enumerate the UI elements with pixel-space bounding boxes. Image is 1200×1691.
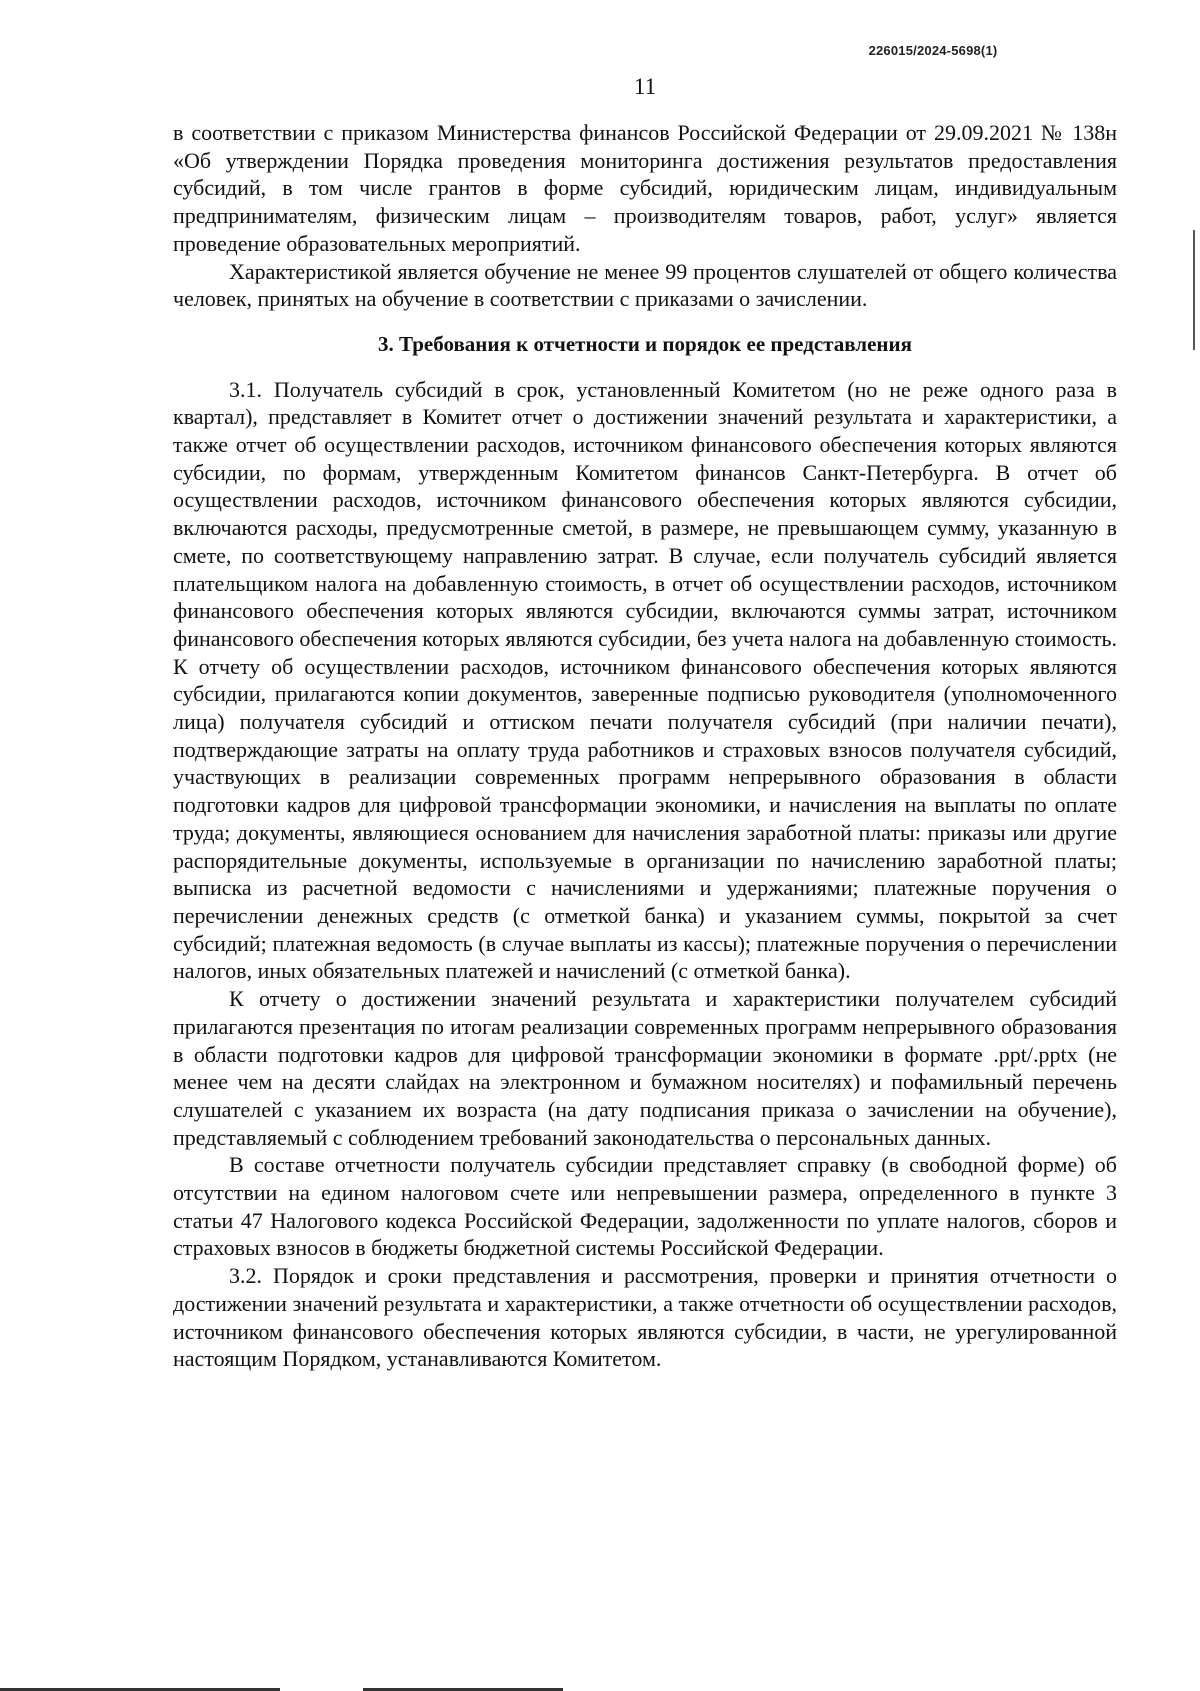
scan-edge-mark — [1193, 230, 1195, 350]
document-id: 226015/2024-5698(1) — [868, 43, 998, 58]
paragraph-tax-certificate: В составе отчетности получатель субсидии представляет справку (в свободной форме) об отсутствии на едином налоговом счете или непревышении размера, определенного в пункте 3 статьи 47 Налогового кодекса Российской Федерации, задолженности по уплате налогов, сборов и страховых взносов в бюджеты бюджетной системы Российской Федерации. — [173, 1152, 1117, 1261]
document-body — [173, 119, 1117, 1373]
paragraph-3-2: 3.2. Порядок и сроки представления и рассмотрения, проверки и принятия отчетности о достижении значений результата и характеристики, а также отчетности об осуществлении расходов, источником финансового обеспечения которых являются субсидии, в части, не урегулированной настоящим Порядком, устанавливаются Комитетом. — [173, 1263, 1117, 1372]
section-heading: 3. Требования к отчетности и порядок ее представления — [378, 331, 912, 356]
paragraph-report-attachments: К отчету о достижении значений результата и характеристики получателем субсидий прилагаются презентация по итогам реализации современных программ непрерывного образования в области подготовки кадров для цифровой трансформации экономики в формате .ppt/.pptx (не менее чем на десяти слайдах на электронном и бумажном носителях) и пофамильный перечень слушателей с указанием их возраста (на дату подписания приказа о зачислении на обучение), представляемый с соблюдением требований законодательства о персональных данных. — [173, 986, 1117, 1150]
paragraph-continuation: в соответствии с приказом Министерства финансов Российской Федерации от 29.09.2021 № 138н «Об утверждении Порядка проведения мониторинга достижения результатов предоставления субсидий, в том числе грантов в форме субсидий, юридическим лицам, индивидуальным предпринимателям, физическим лицам – производителям товаров, работ, услуг» является проведение образовательных мероприятий. — [173, 120, 1117, 256]
paragraph-3-1: 3.1. Получатель субсидий в срок, установленный Комитетом (но не реже одного раза в квартал), представляет в Комитет отчет о достижении значений результата и характеристики, а также отчет об осуществлении расходов, источником финансового обеспечения которых являются субсидии, по формам, утвержденным Комитетом финансов Санкт-Петербурга. В отчет об осуществлении расходов, источником финансового обеспечения которых являются субсидии, включаются расходы, предусмотренные сметой, в размере, не превышающем сумму, указанную в смете, по соответствующему направлению затрат. В случае, если получатель субсидий является плательщиком налога на добавленную стоимость, в отчет об осуществлении расходов, источником финансового обеспечения которых являются субсидии, включаются суммы затрат, источником финансового обеспечения которых являются субсидии, без учета налога на добавленную стоимость. К отчету об осуществлении расходов, источником финансового обеспечения которых являются субсидии, прилагаются копии документов, заверенные подписью руководителя (уполномоченного лица) получателя субсидий и оттиском печати получателя субсидий (при наличии печати), подтверждающие затраты на оплату труда работников и страховых взносов получателя субсидий, участвующих в реализации современных программ непрерывного образования в области подготовки кадров для цифровой трансформации экономики, и начисления на выплаты по оплате труда; документы, являющиеся основанием для начисления заработной платы: приказы или другие распорядительные документы, используемые в организации по начислению заработной платы; выписка из расчетной ведомости с начислениями и удержаниями; платежные поручения о перечислении денежных средств (с отметкой банка) и указанием суммы, покрытой за счет субсидий; платежная ведомость (в случае выплаты из кассы); платежные поручения о перечислении налогов, иных обязательных платежей и начислений (с отметкой банка). — [173, 376, 1117, 984]
paragraph-characteristic: Характеристикой является обучение не менее 99 процентов слушателей от общего количества человек, принятых на обучение в соответствии с приказами о зачислении. — [173, 258, 1117, 312]
page-number: 11 — [633, 74, 657, 99]
